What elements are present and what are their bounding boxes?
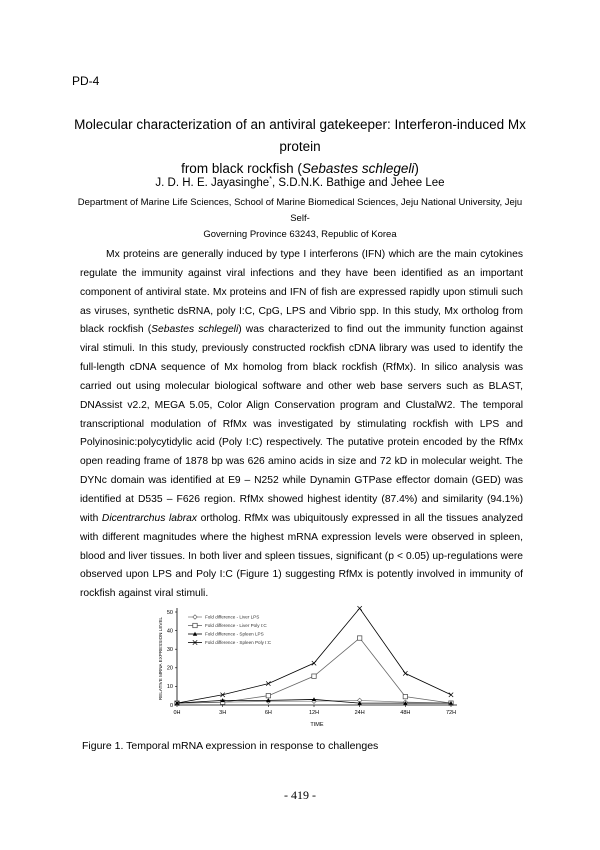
affiliation-line-2: Governing Province 63243, Republic of Korea xyxy=(203,229,397,240)
y-tick-label: 0 xyxy=(169,702,173,709)
x-tick-label: 72H xyxy=(445,710,457,716)
series-line xyxy=(177,638,451,703)
chart-legend xyxy=(188,615,272,646)
marker-square xyxy=(403,694,407,698)
x-tick-label: 12H xyxy=(308,710,320,716)
y-tick-label: 20 xyxy=(166,665,173,672)
paper-title xyxy=(60,114,540,180)
marker-square xyxy=(312,674,316,678)
expression-chart xyxy=(155,602,460,730)
title-prefix: from black rockfish ( xyxy=(181,161,302,176)
marker-square xyxy=(357,636,361,640)
x-tick-label: 0H xyxy=(173,710,181,716)
other-authors: , S.D.N.K. Bathige and Jehee Lee xyxy=(271,176,445,189)
marker-diamond xyxy=(193,615,197,619)
abstract-body xyxy=(80,246,523,604)
page-number: - 419 - xyxy=(284,788,316,802)
series-2 xyxy=(175,636,453,706)
x-tick-label: 3H xyxy=(219,710,227,716)
legend-label: Fold difference - Liver Poly I:C xyxy=(205,623,267,629)
affiliation-line-1: Department of Marine Life Sciences, School of Marine Biomedical Sciences, Jeju National University, Jeju Self- xyxy=(77,197,523,224)
legend-label: Fold difference - Spleen Poly I:C xyxy=(205,640,272,646)
x-tick-label: 48H xyxy=(400,710,411,716)
legend-item xyxy=(188,640,272,645)
corresponding-mark: * xyxy=(269,176,272,183)
x-axis-label: TIME xyxy=(310,722,324,728)
legend-item xyxy=(188,632,264,637)
legend-item xyxy=(188,623,267,628)
abstract-ortholog-species: Dicentrarchus labrax xyxy=(101,512,198,524)
y-axis-label: RELATIVE MRNA EXPRESSION LEVEL xyxy=(158,616,163,701)
title-line-1: Molecular characterization of an antiviral gatekeeper: Interferon-induced Mx protein xyxy=(74,117,526,154)
abstract-part-1: Mx proteins are generally induced by type I interferons (IFN) which are the main cytokines regulate the immunity against viral infections and they have been identified as an important component of antiviral state. Mx proteins and IFN of fish are expressed rapidly upon stimuli such as viruses, synthetic dsRNA, poly I:C, CpG, LPS and Vibrio spp. In this study, Mx ortholog from black rockfish ( xyxy=(80,249,523,336)
y-tick-label: 10 xyxy=(166,684,173,691)
legend-item xyxy=(188,615,259,620)
title-species: Sebastes schlegeli xyxy=(301,161,415,176)
marker-square xyxy=(266,694,270,698)
abstract-species: Sebastes schlegeli xyxy=(151,324,239,336)
title-suffix: ) xyxy=(414,161,419,176)
affiliation xyxy=(70,195,530,243)
series-lines xyxy=(175,606,453,705)
first-author: J. D. H. E. Jayasinghe xyxy=(155,176,270,189)
session-code: PD-4 xyxy=(72,74,100,88)
y-tick-label: 40 xyxy=(166,628,173,635)
legend-label: Fold difference - Spleen LPS xyxy=(205,631,264,637)
chart-svg xyxy=(155,602,460,730)
marker-square xyxy=(193,623,197,627)
x-tick-label: 6H xyxy=(264,710,272,716)
y-tick-label: 30 xyxy=(166,647,173,653)
series-4 xyxy=(175,606,453,705)
figure-caption: Figure 1. Temporal mRNA expression in response to challenges xyxy=(82,740,379,752)
abstract-part-3: ortholog. RfMx was ubiquitously expressed in all the tissues analyzed with different magnitudes where the highest mRNA expression levels were observed in spleen, blood and liver tissues. In both liver and spleen tissues, significant (p < 0.05) up-regulations were observed upon LPS and Poly I:C (Figure 1) suggesting RfMx is potently involved in immunity of rockfish against viral stimuli. xyxy=(80,512,523,600)
y-tick-label: 50 xyxy=(166,609,173,616)
x-tick-label: 24H xyxy=(354,710,365,716)
abstract-part-2: ) was characterized to find out the immunity function against viral stimuli. In this study, previously constructed rockfish cDNA library was used to identify the full-length cDNA sequence of Mx homolog from black rockfish (RfMx). In silico analysis was carried out using molecular biological software and other web base servers such as BLAST, DNAssist v2.2, MEGA 5.05, Color Align Conservation program and ClustalW2. The temporal transcriptional modulation of RfMx was investigated by stimulating rockfish with LPS and Polyinosinic:polycytidylic acid (Poly I:C) respectively. The putative protein encoded by the RfMx open reading frame of 1878 bp was 626 amino acids in size and 72 kD in molecular weight. The DYNc domain was identified at E9 – N252 while Dynamin GTPase effector domain (GED) was identified at D535 – F626 region. RfMx showed highest identity (87.4%) and similarity (94.1%) with xyxy=(80,324,524,524)
legend-label: Fold difference - Liver LPS xyxy=(205,614,260,620)
author-list xyxy=(0,176,600,189)
